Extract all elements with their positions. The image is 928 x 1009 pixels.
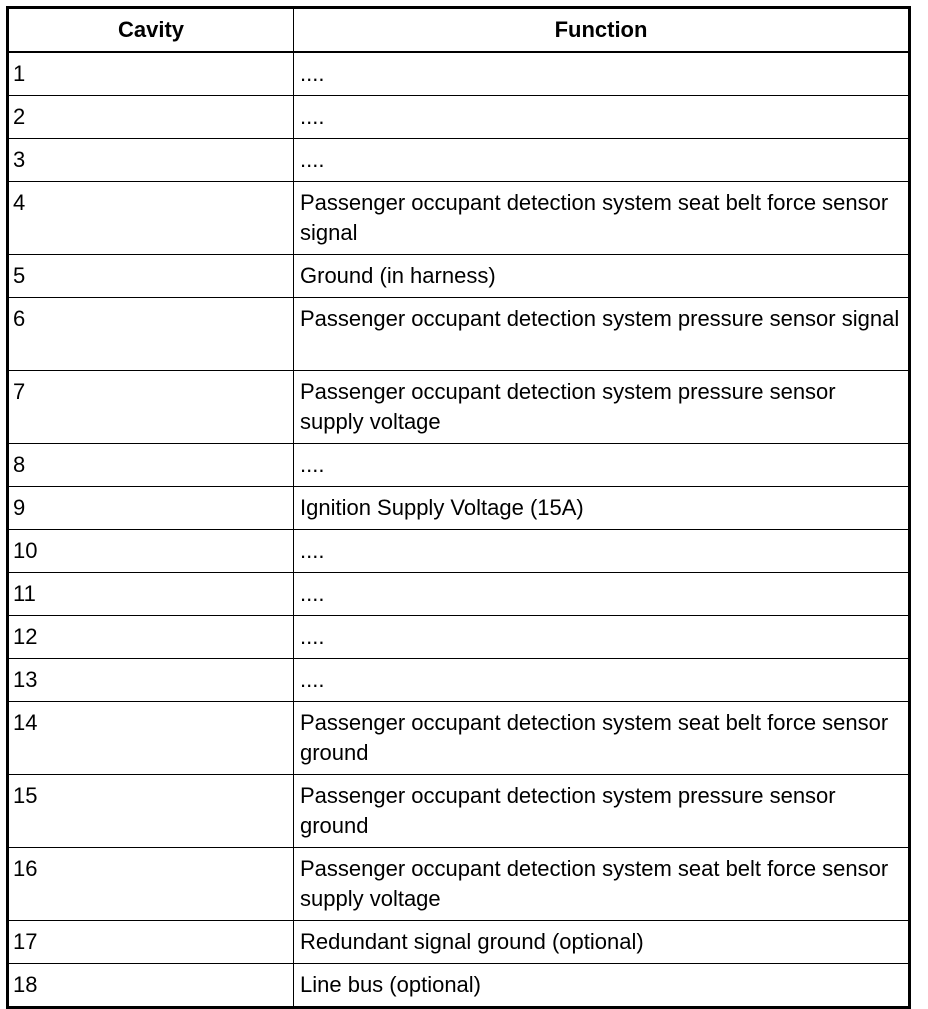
function-cell: Redundant signal ground (optional) (294, 921, 910, 964)
function-cell: Passenger occupant detection system seat belt force sensor ground (294, 702, 910, 775)
function-cell: Passenger occupant detection system pressure sensor signal (294, 298, 910, 371)
cavity-cell: 15 (8, 775, 294, 848)
function-cell: Ignition Supply Voltage (15A) (294, 487, 910, 530)
table-row (8, 52, 910, 96)
table-row (8, 616, 910, 659)
table-row (8, 298, 910, 371)
cavity-cell: 7 (8, 371, 294, 444)
function-cell: Ground (in harness) (294, 255, 910, 298)
table-row (8, 96, 910, 139)
cavity-cell: 4 (8, 182, 294, 255)
table-row (8, 444, 910, 487)
function-cell: .... (294, 530, 910, 573)
header-function: Function (294, 8, 910, 53)
cavity-cell: 12 (8, 616, 294, 659)
cavity-cell: 9 (8, 487, 294, 530)
table-row (8, 371, 910, 444)
function-cell: .... (294, 139, 910, 182)
table-row (8, 530, 910, 573)
cavity-cell: 18 (8, 964, 294, 1008)
function-cell: .... (294, 52, 910, 96)
function-cell: .... (294, 96, 910, 139)
cavity-cell: 11 (8, 573, 294, 616)
header-cavity: Cavity (8, 8, 294, 53)
cavity-cell: 3 (8, 139, 294, 182)
function-cell: .... (294, 616, 910, 659)
table-row (8, 573, 910, 616)
cavity-cell: 5 (8, 255, 294, 298)
cavity-cell: 1 (8, 52, 294, 96)
cavity-cell: 16 (8, 848, 294, 921)
table-row (8, 255, 910, 298)
function-cell: Line bus (optional) (294, 964, 910, 1008)
header-row (8, 8, 910, 53)
cavity-cell: 13 (8, 659, 294, 702)
cavity-cell: 8 (8, 444, 294, 487)
table-row (8, 964, 910, 1008)
cavity-cell: 14 (8, 702, 294, 775)
table-row (8, 775, 910, 848)
table-row (8, 487, 910, 530)
cavity-cell: 10 (8, 530, 294, 573)
cavity-cell: 2 (8, 96, 294, 139)
cavity-cell: 17 (8, 921, 294, 964)
function-cell: Passenger occupant detection system seat belt force sensor supply voltage (294, 848, 910, 921)
table-row (8, 921, 910, 964)
function-cell: .... (294, 444, 910, 487)
table-row (8, 659, 910, 702)
table-row (8, 848, 910, 921)
function-cell: .... (294, 573, 910, 616)
connector-pinout-table (6, 6, 911, 1009)
function-cell: Passenger occupant detection system pressure sensor ground (294, 775, 910, 848)
function-cell: Passenger occupant detection system seat belt force sensor signal (294, 182, 910, 255)
table-row (8, 139, 910, 182)
table-row (8, 702, 910, 775)
cavity-cell: 6 (8, 298, 294, 371)
table-row (8, 182, 910, 255)
function-cell: Passenger occupant detection system pressure sensor supply voltage (294, 371, 910, 444)
function-cell: .... (294, 659, 910, 702)
